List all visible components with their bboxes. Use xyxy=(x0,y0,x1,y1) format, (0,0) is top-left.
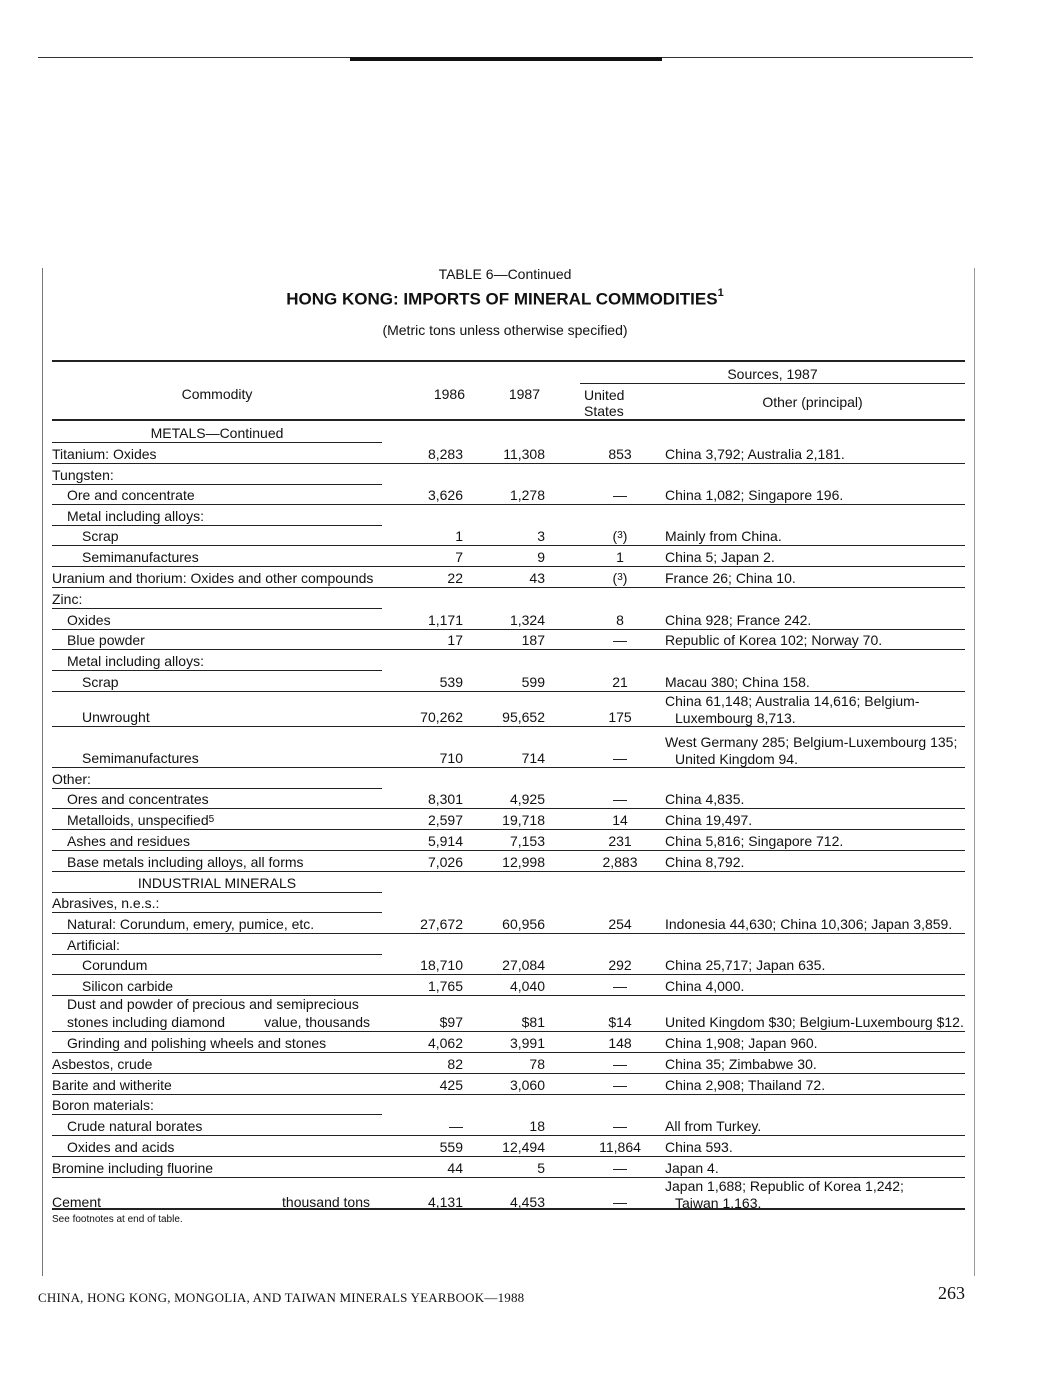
row-rule xyxy=(52,629,965,630)
cell-1987: 5 xyxy=(537,1160,545,1176)
col-header-us-line1: United xyxy=(584,387,625,403)
row-label-text: Cement xyxy=(52,1194,102,1210)
col-header-us-line2: States xyxy=(584,403,624,419)
footnote-ref: 3 xyxy=(617,530,623,541)
row-label xyxy=(67,1036,326,1050)
group-heading xyxy=(52,772,91,786)
row-label-text: Ashes and residues xyxy=(67,833,190,849)
row-label xyxy=(82,958,147,972)
row-label xyxy=(67,1140,174,1154)
row-label-text: Abrasives, n.e.s.: xyxy=(52,895,160,911)
row-label xyxy=(82,675,119,689)
group-heading xyxy=(67,509,204,523)
cell-1986: 5,914 xyxy=(427,833,463,849)
cell-other: West Germany 285; Belgium-Luxembourg 135; xyxy=(665,734,958,750)
page-number: 263 xyxy=(938,1283,965,1303)
unit-label: value, thousands xyxy=(264,1014,370,1030)
row-label-text: Metal including alloys: xyxy=(67,508,204,524)
cell-1987: 19,718 xyxy=(502,812,545,828)
cell-us: 2,883 xyxy=(602,854,638,870)
footnote-ref: 3 xyxy=(617,572,623,583)
row-label xyxy=(52,1195,101,1209)
row-label xyxy=(67,917,314,931)
cell-1987: 11,308 xyxy=(503,446,545,462)
cell-other-cont: Taiwan 1,163. xyxy=(675,1195,762,1211)
group-heading xyxy=(67,938,120,952)
cell-1986: 3,626 xyxy=(427,487,463,503)
row-rule xyxy=(52,829,965,830)
cell-1987: 1,278 xyxy=(509,487,545,503)
cell-us: — xyxy=(613,1194,627,1210)
cell-us: 231 xyxy=(608,833,632,849)
cell-other: China 4,000. xyxy=(665,978,745,994)
cell-1986: 8,283 xyxy=(427,446,463,462)
cell-other: Macau 380; China 158. xyxy=(665,674,810,690)
row-rule xyxy=(52,1135,965,1136)
cell-other: All from Turkey. xyxy=(665,1118,762,1134)
row-label-text: Metal including alloys: xyxy=(67,653,204,669)
cell-us: — xyxy=(613,1160,627,1176)
row-rule xyxy=(52,974,965,975)
row-rule xyxy=(52,933,965,934)
section-rule xyxy=(52,892,382,893)
cell-other: China 593. xyxy=(665,1139,733,1155)
row-rule xyxy=(52,850,965,851)
row-label xyxy=(82,710,150,724)
row-label xyxy=(82,550,199,564)
row-label xyxy=(52,1057,152,1071)
row-label-text: Blue powder xyxy=(67,632,145,648)
section-heading: INDUSTRIAL MINERALS xyxy=(137,875,297,891)
cell-1987: 60,956 xyxy=(502,916,545,932)
cell-other-cont: Luxembourg 8,713. xyxy=(675,710,796,726)
section-heading: METALS—Continued xyxy=(150,425,284,441)
row-label-text: Corundum xyxy=(82,957,148,973)
row-label-cont: stones including diamond xyxy=(67,1014,225,1030)
row-label-text: Other: xyxy=(52,771,91,787)
right-margin-rule xyxy=(974,268,975,1276)
cell-1986: 18,710 xyxy=(420,957,463,973)
col-header-1986: 1986 xyxy=(433,386,465,402)
cell-1986: 7 xyxy=(455,549,463,565)
row-rule xyxy=(52,808,965,809)
row-label-text: Unwrought xyxy=(82,709,150,725)
row-label-text: Artificial: xyxy=(67,937,120,953)
cell-other: China 5,816; Singapore 712. xyxy=(665,833,844,849)
row-label-text: Semimanufactures xyxy=(82,549,199,565)
row-label-text: Oxides and acids xyxy=(67,1139,175,1155)
group-heading xyxy=(67,654,204,668)
table-title-text: HONG KONG: IMPORTS OF MINERAL COMMODITIES xyxy=(286,289,718,309)
row-rule xyxy=(52,1052,965,1053)
cell-1987: 3,060 xyxy=(509,1077,545,1093)
group-rule xyxy=(52,788,382,789)
row-label-text: Scrap xyxy=(82,528,119,544)
cell-us: — xyxy=(613,978,627,994)
cell-other: China 2,908; Thailand 72. xyxy=(665,1077,826,1093)
cell-1987: 3 xyxy=(537,528,545,544)
cell-1987: 599 xyxy=(521,674,545,690)
cell-1987: 3,991 xyxy=(509,1035,545,1051)
cell-1986: 2,597 xyxy=(427,812,463,828)
col-header-other: Other (principal) xyxy=(762,394,863,410)
cell-1986: 4,131 xyxy=(427,1194,463,1210)
title-footnote-ref: 1 xyxy=(717,287,724,299)
cell-us: — xyxy=(613,487,627,503)
row-label-text: Asbestos, crude xyxy=(52,1056,153,1072)
group-rule xyxy=(52,1114,382,1115)
row-label-text: Titanium: Oxides xyxy=(52,446,157,462)
cell-other: Indonesia 44,630; China 10,306; Japan 3,859. xyxy=(665,916,953,932)
row-rule xyxy=(52,767,965,768)
cell-1986: $97 xyxy=(439,1014,463,1030)
footnote-text: See footnotes at end of table. xyxy=(52,1214,183,1225)
cell-1986: 710 xyxy=(439,750,463,766)
running-title: CHINA, HONG KONG, MONGOLIA, AND TAIWAN MINERALS YEARBOOK—1988 xyxy=(38,1290,525,1305)
cell-1986: 1,171 xyxy=(427,612,463,628)
row-label xyxy=(52,1161,213,1175)
cell-other: Japan 4. xyxy=(665,1160,719,1176)
row-label xyxy=(67,1119,202,1133)
cell-1987: 187 xyxy=(521,632,545,648)
cell-us: 8 xyxy=(616,612,624,628)
cell-1987: 714 xyxy=(521,750,545,766)
group-rule xyxy=(52,608,382,609)
cell-1987: 95,652 xyxy=(502,709,545,725)
row-rule xyxy=(52,691,965,692)
group-rule xyxy=(52,912,382,913)
cell-other: China 61,148; Australia 14,616; Belgium- xyxy=(665,693,920,709)
row-label xyxy=(52,1078,172,1092)
group-rule xyxy=(52,954,382,955)
row-label xyxy=(52,447,157,461)
cell-us: 853 xyxy=(608,446,632,462)
row-rule xyxy=(52,504,965,505)
cell-us: — xyxy=(613,1077,627,1093)
cell-1986: 17 xyxy=(447,632,463,648)
cell-1987: 1,324 xyxy=(509,612,545,628)
row-label xyxy=(67,834,190,848)
cell-1986: 27,672 xyxy=(420,916,463,932)
row-rule xyxy=(52,545,965,546)
cell-1987: 43 xyxy=(529,570,545,586)
row-label-text: Silicon carbide xyxy=(82,978,174,994)
row-label xyxy=(67,633,145,647)
cell-us: — xyxy=(613,750,627,766)
col-header-1987: 1987 xyxy=(508,386,540,402)
cell-1986: 1 xyxy=(455,528,463,544)
row-label-text: Grinding and polishing wheels and stones xyxy=(67,1035,327,1051)
row-label-text: Ores and concentrates xyxy=(67,791,209,807)
row-label xyxy=(52,571,373,585)
table-bottom-rule xyxy=(52,1208,965,1210)
cell-1986: 8,301 xyxy=(427,791,463,807)
cell-1986: 44 xyxy=(447,1160,463,1176)
cell-1987: 9 xyxy=(537,549,545,565)
row-label xyxy=(67,792,209,806)
cell-other: United Kingdom $30; Belgium-Luxembourg $12. xyxy=(665,1014,964,1030)
row-label-text: Boron materials: xyxy=(52,1097,154,1113)
group-heading xyxy=(52,1098,154,1112)
cell-other: Mainly from China. xyxy=(665,528,782,544)
group-rule xyxy=(52,484,382,485)
cell-1987: 27,084 xyxy=(502,957,545,973)
group-heading xyxy=(52,468,114,482)
left-margin-rule xyxy=(42,268,43,1276)
row-label-text: Zinc: xyxy=(52,591,83,607)
table-subtitle: (Metric tons unless otherwise specified) xyxy=(382,322,628,338)
cell-other: China 4,835. xyxy=(665,791,745,807)
cell-1987: 4,040 xyxy=(509,978,545,994)
cell-1987: 12,494 xyxy=(502,1139,545,1155)
cell-us: 148 xyxy=(608,1035,632,1051)
cell-us: — xyxy=(613,632,627,648)
cell-us: — xyxy=(613,1118,627,1134)
row-label xyxy=(67,855,304,869)
top-rule-thick xyxy=(350,57,662,61)
cell-1986: 70,262 xyxy=(420,709,463,725)
cell-us: $14 xyxy=(608,1014,632,1030)
cell-other: China 3,792; Australia 2,181. xyxy=(665,446,845,462)
cell-1987: 12,998 xyxy=(502,854,545,870)
cell-us: — xyxy=(613,791,627,807)
row-label xyxy=(82,979,173,993)
row-label-text: Scrap xyxy=(82,674,119,690)
row-label-text: Base metals including alloys, all forms xyxy=(67,854,304,870)
cell-1986: 82 xyxy=(447,1056,463,1072)
cell-other: China 928; France 242. xyxy=(665,612,812,628)
row-label-text: Semimanufactures xyxy=(82,750,199,766)
cell-other: China 35; Zimbabwe 30. xyxy=(665,1056,817,1072)
cell-1987: 18 xyxy=(529,1118,545,1134)
row-label xyxy=(82,529,119,543)
cell-us: 254 xyxy=(608,916,632,932)
row-label-text: Oxides xyxy=(67,612,111,628)
cell-us xyxy=(580,529,660,543)
cell-us: 1 xyxy=(616,549,624,565)
row-label-text: Natural: Corundum, emery, pumice, etc. xyxy=(67,916,315,932)
row-label xyxy=(67,488,195,502)
sources-rule xyxy=(580,383,965,384)
cell-1986: 22 xyxy=(447,570,463,586)
header-bottom-rule xyxy=(52,419,965,421)
cell-us xyxy=(580,571,660,585)
row-label-text: Barite and witherite xyxy=(52,1077,172,1093)
cell-1987: $81 xyxy=(521,1014,545,1030)
row-label: Dust and powder of precious and semiprecious xyxy=(67,996,359,1012)
cell-other: China 1,908; Japan 960. xyxy=(665,1035,818,1051)
row-rule xyxy=(52,649,965,650)
cell-1987: 78 xyxy=(529,1056,545,1072)
row-rule xyxy=(52,1156,965,1157)
cell-1987: 4,453 xyxy=(509,1194,545,1210)
cell-1986: — xyxy=(449,1118,463,1134)
cell-1986: 4,062 xyxy=(427,1035,463,1051)
paren: ) xyxy=(622,570,628,586)
row-label-text: Uranium and thorium: Oxides and other compounds xyxy=(52,570,374,586)
cell-us: 14 xyxy=(612,812,628,828)
cell-1986: 539 xyxy=(439,674,463,690)
row-rule xyxy=(52,1073,965,1074)
col-header-sources: Sources, 1987 xyxy=(727,366,818,382)
cell-other-cont: United Kingdom 94. xyxy=(675,751,798,767)
col-header-commodity: Commodity xyxy=(181,386,253,402)
row-rule xyxy=(52,1031,965,1032)
paren: ( xyxy=(612,570,618,586)
cell-1986: 1,765 xyxy=(427,978,463,994)
cell-1986: 7,026 xyxy=(427,854,463,870)
row-label xyxy=(82,751,199,765)
row-rule xyxy=(52,1094,965,1095)
paren: ( xyxy=(612,528,618,544)
cell-us: — xyxy=(613,1056,627,1072)
cell-us: 11,864 xyxy=(599,1139,641,1155)
group-heading xyxy=(52,896,159,910)
row-rule xyxy=(52,726,965,727)
cell-1987: 4,925 xyxy=(509,791,545,807)
cell-us: 175 xyxy=(608,709,632,725)
cell-other: Japan 1,688; Republic of Korea 1,242; xyxy=(665,1178,904,1194)
row-rule xyxy=(52,566,965,567)
header-top-rule xyxy=(52,360,965,362)
paren: ) xyxy=(622,528,628,544)
table-title xyxy=(0,289,1010,310)
section-rule xyxy=(52,442,382,443)
cell-1986: 559 xyxy=(439,1139,463,1155)
row-label xyxy=(67,613,111,627)
row-label-text: Ore and concentrate xyxy=(67,487,195,503)
cell-us: 21 xyxy=(612,674,628,690)
cell-other: China 19,497. xyxy=(665,812,753,828)
group-rule xyxy=(52,525,382,526)
cell-other: Republic of Korea 102; Norway 70. xyxy=(665,632,883,648)
row-rule xyxy=(52,463,965,464)
row-rule xyxy=(52,871,965,872)
row-rule xyxy=(52,587,965,588)
group-rule xyxy=(52,670,382,671)
cell-1986: 425 xyxy=(439,1077,463,1093)
cell-other: France 26; China 10. xyxy=(665,570,796,586)
row-label xyxy=(67,813,214,827)
cell-other: China 25,717; Japan 635. xyxy=(665,957,826,973)
unit-label: thousand tons xyxy=(282,1194,370,1210)
cell-1987: 7,153 xyxy=(509,833,545,849)
cell-other: China 1,082; Singapore 196. xyxy=(665,487,844,503)
table-label: TABLE 6—Continued xyxy=(438,266,572,282)
cell-other: China 8,792. xyxy=(665,854,745,870)
row-label-text: Tungsten: xyxy=(52,467,114,483)
cell-us: 292 xyxy=(608,957,632,973)
row-label-text: Bromine including fluorine xyxy=(52,1160,214,1176)
group-heading xyxy=(52,592,82,606)
cell-other: China 5; Japan 2. xyxy=(665,549,775,565)
row-label-text: Metalloids, unspecified xyxy=(67,812,209,828)
footnote-ref: 5 xyxy=(208,814,215,825)
row-label-text: Crude natural borates xyxy=(67,1118,203,1134)
